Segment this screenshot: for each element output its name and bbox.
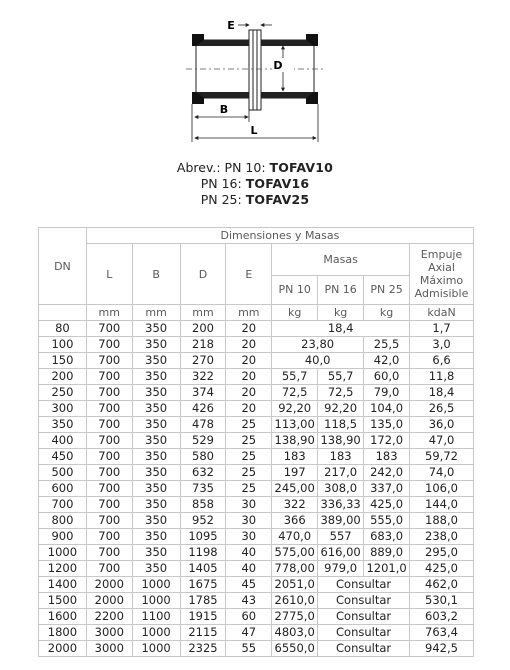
table-cell: 1095: [180, 529, 226, 545]
table-row: [39, 417, 474, 433]
table-row: [39, 625, 474, 641]
table-cell: 336,33: [318, 497, 364, 513]
table-cell: 2000: [86, 577, 132, 593]
table-cell: 200: [39, 369, 87, 385]
table-row: [39, 401, 474, 417]
table-cell: 735: [180, 481, 226, 497]
abrev-line-3-prefix: PN 25:: [200, 192, 246, 207]
table-cell: 700: [86, 321, 132, 337]
header-empuje-line-2: Axial: [428, 261, 455, 274]
table-cell: 20: [226, 369, 272, 385]
table-cell: 79,0: [364, 385, 410, 401]
table-cell: 1200: [39, 561, 87, 577]
table-cell: 374: [180, 385, 226, 401]
table-cell: 575,00: [272, 545, 318, 561]
table-cell: 470,0: [272, 529, 318, 545]
table-cell: 400: [39, 433, 87, 449]
table-cell: 6,6: [410, 353, 474, 369]
table-cell: 350: [132, 561, 180, 577]
label-d: D: [273, 59, 283, 72]
table-cell: 55: [226, 641, 272, 657]
table-cell: 30: [226, 529, 272, 545]
table-cell: 6550,0: [272, 641, 318, 657]
table-cell: 3000: [86, 625, 132, 641]
table-row: [39, 593, 474, 609]
table-cell: 60: [226, 609, 272, 625]
table-cell: 80: [39, 321, 87, 337]
header-l: L: [86, 244, 132, 305]
table-row: [39, 465, 474, 481]
label-l: L: [250, 124, 258, 137]
abrev-line-1-prefix: Abrev.: PN 10:: [176, 160, 270, 175]
table-cell: 106,0: [410, 481, 474, 497]
table-cell: 197: [272, 465, 318, 481]
table-cell: 144,0: [410, 497, 474, 513]
table-cell: 632: [180, 465, 226, 481]
table-cell: 350: [132, 497, 180, 513]
unit-empuje: kdaN: [410, 305, 474, 321]
table-cell: 700: [86, 513, 132, 529]
table-cell: 763,4: [410, 625, 474, 641]
table-cell: 18,4: [272, 321, 410, 337]
table-row: [39, 481, 474, 497]
table-cell: 25: [226, 417, 272, 433]
table-cell: 183: [318, 449, 364, 465]
table-cell: 43: [226, 593, 272, 609]
table-row: [39, 641, 474, 657]
abrev-line-3: [0, 192, 510, 208]
header-pn10: PN 10: [272, 275, 318, 304]
table-cell: 188,0: [410, 513, 474, 529]
table-cell: 218: [180, 337, 226, 353]
table-cell: 700: [86, 385, 132, 401]
dimensions-table: [38, 227, 474, 657]
table-cell: 700: [86, 481, 132, 497]
table-cell: 20: [226, 353, 272, 369]
abrev-line-2-prefix: PN 16:: [200, 176, 246, 191]
table-cell: 580: [180, 449, 226, 465]
table-body: [39, 321, 474, 657]
table-cell: 350: [132, 465, 180, 481]
table-cell: 1800: [39, 625, 87, 641]
table-cell: 603,2: [410, 609, 474, 625]
dimension-b: [192, 103, 249, 142]
pipe-body: [186, 30, 324, 110]
table-row: [39, 577, 474, 593]
table-cell: 350: [132, 545, 180, 561]
table-cell: 72,5: [318, 385, 364, 401]
table-cell: 250: [39, 385, 87, 401]
label-e: E: [227, 19, 235, 32]
table-cell: 700: [86, 449, 132, 465]
unit-b: mm: [132, 305, 180, 321]
header-masas: Masas: [272, 244, 410, 276]
table-cell: 350: [132, 353, 180, 369]
table-cell: 217,0: [318, 465, 364, 481]
table-cell: 30: [226, 513, 272, 529]
table-row: [39, 449, 474, 465]
table-cell: 425,0: [410, 561, 474, 577]
table-cell: 92,20: [318, 401, 364, 417]
table-cell: 242,0: [364, 465, 410, 481]
table-cell: 616,00: [318, 545, 364, 561]
table-cell: Consultar: [318, 609, 410, 625]
table-cell: 1,7: [410, 321, 474, 337]
table-cell: 3,0: [410, 337, 474, 353]
table-cell: 322: [180, 369, 226, 385]
abrev-line-2: [0, 176, 510, 192]
table-cell: 530,1: [410, 593, 474, 609]
header-pn25: PN 25: [364, 275, 410, 304]
table-cell: 55,7: [318, 369, 364, 385]
table-row: [39, 609, 474, 625]
table-row: [39, 369, 474, 385]
table-row: [39, 337, 474, 353]
table-cell: 45: [226, 577, 272, 593]
table-cell: 40,0: [272, 353, 364, 369]
abbreviations: [0, 160, 510, 208]
table-cell: 350: [132, 529, 180, 545]
table-cell: 889,0: [364, 545, 410, 561]
table-cell: 92,20: [272, 401, 318, 417]
table-cell: 183: [364, 449, 410, 465]
table-cell: 700: [86, 369, 132, 385]
table-cell: 1000: [132, 593, 180, 609]
table-cell: 20: [226, 337, 272, 353]
table-cell: 100: [39, 337, 87, 353]
table-cell: 4803,0: [272, 625, 318, 641]
unit-l: mm: [86, 305, 132, 321]
table-cell: 500: [39, 465, 87, 481]
unit-pn10: kg: [272, 305, 318, 321]
table-cell: 337,0: [364, 481, 410, 497]
table-cell: 900: [39, 529, 87, 545]
table-cell: 1400: [39, 577, 87, 593]
table-cell: 113,00: [272, 417, 318, 433]
table-cell: 462,0: [410, 577, 474, 593]
table-cell: Consultar: [318, 577, 410, 593]
table-cell: 2775,0: [272, 609, 318, 625]
header-empuje-line-4: Admisible: [414, 287, 469, 300]
table-cell: 150: [39, 353, 87, 369]
table-cell: Consultar: [318, 641, 410, 657]
table-cell: 3000: [86, 641, 132, 657]
table-cell: 700: [86, 561, 132, 577]
abrev-line-1-code: TOFAV10: [269, 160, 334, 175]
table-cell: 300: [39, 401, 87, 417]
table-cell: 1000: [132, 641, 180, 657]
table-row: [39, 321, 474, 337]
table-cell: 2000: [39, 641, 87, 657]
table-cell: 389,00: [318, 513, 364, 529]
table-cell: 858: [180, 497, 226, 513]
table-row: [39, 545, 474, 561]
table-cell: 47: [226, 625, 272, 641]
table-cell: 700: [86, 529, 132, 545]
table-cell: 2051,0: [272, 577, 318, 593]
table-cell: 25,5: [364, 337, 410, 353]
table-cell: 555,0: [364, 513, 410, 529]
table-cell: 20: [226, 401, 272, 417]
table-cell: 1000: [132, 625, 180, 641]
table-cell: 1600: [39, 609, 87, 625]
table-cell: 683,0: [364, 529, 410, 545]
table-cell: 350: [39, 417, 87, 433]
label-b: B: [219, 103, 229, 116]
table-cell: 322: [272, 497, 318, 513]
table-cell: 952: [180, 513, 226, 529]
table-cell: 238,0: [410, 529, 474, 545]
header-e: E: [226, 244, 272, 305]
table-cell: 26,5: [410, 401, 474, 417]
table-row: [39, 433, 474, 449]
table-row: [39, 353, 474, 369]
table-cell: 308,0: [318, 481, 364, 497]
table-cell: 270: [180, 353, 226, 369]
table-cell: 23,80: [272, 337, 364, 353]
table-cell: 40: [226, 561, 272, 577]
table-cell: 138,90: [272, 433, 318, 449]
abrev-line-1: [0, 160, 510, 176]
table-cell: 1198: [180, 545, 226, 561]
table-cell: 138,90: [318, 433, 364, 449]
header-pn16: PN 16: [318, 275, 364, 304]
table-cell: 74,0: [410, 465, 474, 481]
table-cell: 700: [86, 417, 132, 433]
table-cell: 20: [226, 321, 272, 337]
table-cell: 183: [272, 449, 318, 465]
table-cell: 350: [132, 513, 180, 529]
table-cell: 40: [226, 545, 272, 561]
table-cell: 20: [226, 385, 272, 401]
table-cell: 36,0: [410, 417, 474, 433]
table-cell: 979,0: [318, 561, 364, 577]
table-cell: 25: [226, 465, 272, 481]
table-cell: 350: [132, 417, 180, 433]
table-cell: 25: [226, 481, 272, 497]
table-cell: 700: [86, 401, 132, 417]
table-cell: 1201,0: [364, 561, 410, 577]
table-cell: 350: [132, 481, 180, 497]
header-dn: DN: [39, 228, 87, 305]
unit-dn: [39, 305, 87, 321]
table-cell: 600: [39, 481, 87, 497]
table-cell: 2325: [180, 641, 226, 657]
unit-pn25: kg: [364, 305, 410, 321]
table-cell: 2000: [86, 593, 132, 609]
table-row: [39, 385, 474, 401]
header-empuje: [410, 244, 474, 305]
unit-d: mm: [180, 305, 226, 321]
table-cell: 1405: [180, 561, 226, 577]
table-cell: 11,8: [410, 369, 474, 385]
units-row: [39, 305, 474, 321]
table-cell: 700: [86, 433, 132, 449]
table-cell: 118,5: [318, 417, 364, 433]
table-cell: Consultar: [318, 625, 410, 641]
table-cell: Consultar: [318, 593, 410, 609]
header-d: D: [180, 244, 226, 305]
unit-pn16: kg: [318, 305, 364, 321]
table-cell: 350: [132, 385, 180, 401]
table-cell: 1000: [132, 577, 180, 593]
table-cell: 1500: [39, 593, 87, 609]
table-cell: 2115: [180, 625, 226, 641]
table-cell: 200: [180, 321, 226, 337]
table-row: [39, 513, 474, 529]
table-cell: 700: [86, 465, 132, 481]
table-cell: 800: [39, 513, 87, 529]
header-b: B: [132, 244, 180, 305]
table-cell: 25: [226, 433, 272, 449]
abrev-line-2-code: TOFAV16: [245, 176, 310, 191]
table-cell: 350: [132, 401, 180, 417]
table-cell: 350: [132, 449, 180, 465]
table-header: [39, 228, 474, 321]
table-cell: 700: [86, 545, 132, 561]
table-cell: 18,4: [410, 385, 474, 401]
table-cell: 47,0: [410, 433, 474, 449]
table-cell: 700: [86, 337, 132, 353]
table-cell: 478: [180, 417, 226, 433]
table-cell: 350: [132, 369, 180, 385]
header-group: Dimensiones y Masas: [86, 228, 473, 244]
table-row: [39, 497, 474, 513]
table-cell: 295,0: [410, 545, 474, 561]
table-cell: 30: [226, 497, 272, 513]
table-cell: 350: [132, 433, 180, 449]
table-cell: 1000: [39, 545, 87, 561]
table-row: [39, 561, 474, 577]
table-cell: 2610,0: [272, 593, 318, 609]
table-cell: 25: [226, 449, 272, 465]
unit-e: mm: [226, 305, 272, 321]
table-cell: 245,00: [272, 481, 318, 497]
table-cell: 557: [318, 529, 364, 545]
table-row: [39, 529, 474, 545]
table-cell: 60,0: [364, 369, 410, 385]
table-cell: 135,0: [364, 417, 410, 433]
header-empuje-line-1: Empuje: [420, 248, 463, 261]
table-cell: 2200: [86, 609, 132, 625]
table-cell: 529: [180, 433, 226, 449]
table-cell: 426: [180, 401, 226, 417]
table-cell: 1915: [180, 609, 226, 625]
table-cell: 942,5: [410, 641, 474, 657]
table-cell: 42,0: [364, 353, 410, 369]
table-cell: 366: [272, 513, 318, 529]
table-cell: 778,00: [272, 561, 318, 577]
table-cell: 55,7: [272, 369, 318, 385]
table-cell: 700: [39, 497, 87, 513]
table-cell: 450: [39, 449, 87, 465]
table-cell: 72,5: [272, 385, 318, 401]
abrev-line-3-code: TOFAV25: [245, 192, 310, 207]
table-cell: 59,72: [410, 449, 474, 465]
table-cell: 104,0: [364, 401, 410, 417]
pipe-diagram: [0, 0, 510, 150]
table-cell: 1675: [180, 577, 226, 593]
table-cell: 425,0: [364, 497, 410, 513]
table-cell: 350: [132, 321, 180, 337]
table-cell: 1785: [180, 593, 226, 609]
table-cell: 700: [86, 497, 132, 513]
table-cell: 1100: [132, 609, 180, 625]
header-empuje-line-3: Máximo: [419, 274, 464, 287]
table-cell: 172,0: [364, 433, 410, 449]
table-cell: 350: [132, 337, 180, 353]
table-cell: 700: [86, 353, 132, 369]
